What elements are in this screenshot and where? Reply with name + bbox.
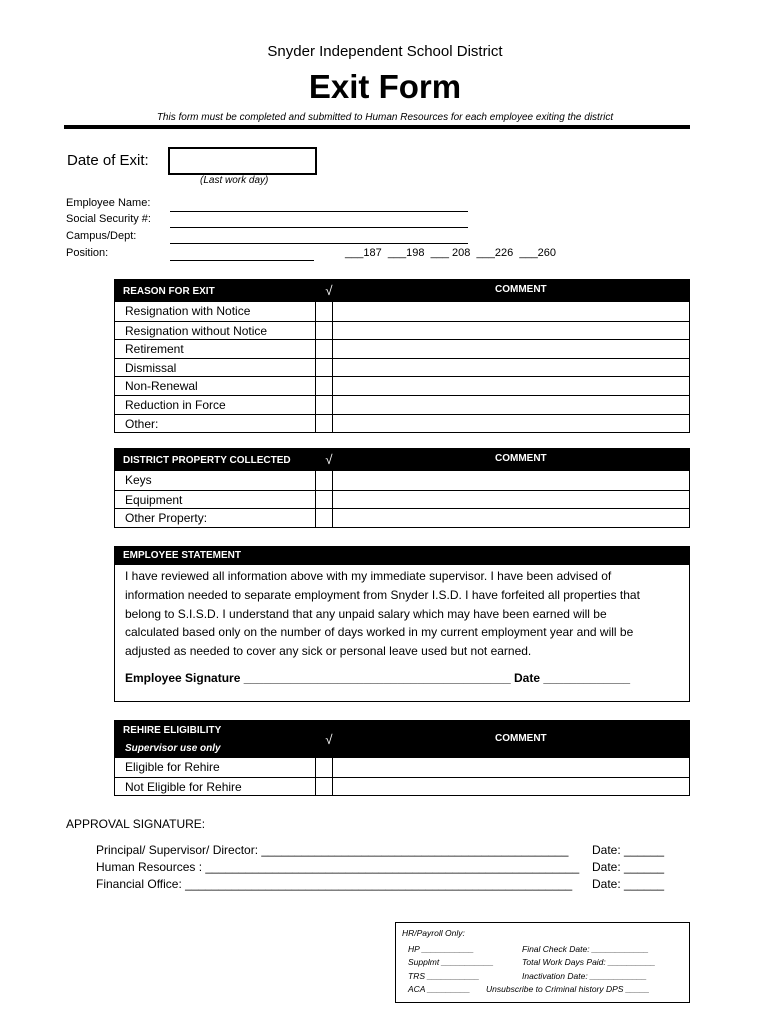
check-header-icon: √ <box>325 452 333 467</box>
rehire-row <box>115 777 689 796</box>
reason-row <box>115 395 689 414</box>
reason-row-label: Non-Renewal <box>125 379 198 394</box>
property-row-label: Equipment <box>125 492 183 507</box>
reason-check-cell[interactable] <box>315 302 333 321</box>
rehire-comment-header: COMMENT <box>495 733 547 744</box>
reason-row-label: Reduction in Force <box>125 397 226 412</box>
hp-field[interactable]: HP ___________ <box>408 944 474 954</box>
reason-row <box>115 414 689 433</box>
campus-dept-label: Campus/Dept: <box>66 230 137 242</box>
rehire-check-cell[interactable] <box>315 778 333 796</box>
reason-row <box>115 358 689 377</box>
ssn-field[interactable] <box>170 227 468 228</box>
statement-line: belong to S.I.S.D. I understand that any unpaid salary which may have been earned will be <box>125 606 607 621</box>
property-row <box>115 490 689 509</box>
property-table-header <box>115 449 689 471</box>
reason-comment-cell[interactable] <box>332 415 689 433</box>
property-comment-header: COMMENT <box>495 453 547 464</box>
reason-row-label: Resignation with Notice <box>125 304 251 318</box>
total-work-days-field[interactable]: Total Work Days Paid: __________ <box>522 957 656 967</box>
header-divider <box>64 125 690 129</box>
employee-statement-box <box>114 546 690 702</box>
approval-signature-title: APPROVAL SIGNATURE: <box>66 817 206 831</box>
property-check-cell[interactable] <box>315 491 333 509</box>
hr-payroll-box <box>395 922 690 1003</box>
rehire-row <box>115 758 689 777</box>
employee-signature-line[interactable]: Employee Signature ________________________________________ Date _____________ <box>125 671 631 685</box>
position-codes: ___187 ___198 ___ 208 ___226 ___260 <box>345 247 557 259</box>
statement-header-label: EMPLOYEE STATEMENT <box>123 550 241 561</box>
reason-check-cell[interactable] <box>315 340 333 358</box>
statement-line: information needed to separate employment from Snyder I.S.D. I have forfeited all properties that <box>125 587 640 602</box>
reason-row <box>115 302 689 321</box>
reason-check-cell[interactable] <box>315 359 333 377</box>
property-row <box>115 471 689 490</box>
reason-comment-cell[interactable] <box>332 359 689 377</box>
reason-row <box>115 376 689 395</box>
aca-field[interactable]: ACA _________ <box>408 984 471 994</box>
check-header-icon: √ <box>325 283 333 298</box>
financial-date[interactable]: Date: ______ <box>592 877 665 891</box>
last-work-day-hint: (Last work day) <box>200 175 269 186</box>
reason-row-label: Other: <box>125 416 159 431</box>
property-comment-cell[interactable] <box>332 491 689 509</box>
district-name: Snyder Independent School District <box>267 43 503 60</box>
reason-comment-cell[interactable] <box>332 322 689 340</box>
check-header-icon: √ <box>325 732 333 747</box>
reason-row-label: Retirement <box>125 342 184 357</box>
campus-dept-field[interactable] <box>170 243 468 244</box>
reason-check-cell[interactable] <box>315 396 333 414</box>
hr-signature-line[interactable]: Human Resources : ________________________________________________________ <box>96 860 580 874</box>
property-header-label: DISTRICT PROPERTY COLLECTED <box>123 455 291 466</box>
reason-comment-cell[interactable] <box>332 396 689 414</box>
date-of-exit-field[interactable] <box>168 147 317 175</box>
rehire-row-label: Not Eligible for Rehire <box>125 779 242 794</box>
property-comment-cell[interactable] <box>332 471 689 490</box>
date-of-exit-label: Date of Exit: <box>67 152 149 169</box>
reason-header-label: REASON FOR EXIT <box>123 286 215 297</box>
trs-field[interactable]: TRS ___________ <box>408 971 480 981</box>
supplmt-field[interactable]: Supplmt ___________ <box>408 957 494 967</box>
employee-name-label: Employee Name: <box>66 197 151 209</box>
final-check-date-field[interactable]: Final Check Date: ____________ <box>522 944 649 954</box>
ssn-label: Social Security #: <box>66 213 151 225</box>
position-field[interactable] <box>170 260 314 261</box>
rehire-table-header <box>115 721 689 758</box>
district-property-table <box>114 448 690 528</box>
reason-comment-header: COMMENT <box>495 284 547 295</box>
rehire-check-cell[interactable] <box>315 758 333 777</box>
statement-text <box>115 565 689 661</box>
property-row-label: Keys <box>125 473 152 487</box>
employee-name-field[interactable] <box>170 211 468 212</box>
inactivation-date-field[interactable]: Inactivation Date: ____________ <box>522 971 647 981</box>
unsubscribe-dps-field[interactable]: Unsubscribe to Criminal history DPS _____ <box>486 984 650 994</box>
property-row-label: Other Property: <box>125 511 208 526</box>
rehire-comment-cell[interactable] <box>332 758 689 777</box>
reason-row <box>115 339 689 358</box>
form-subtitle: This form must be completed and submitted to Human Resources for each employee exiting the district <box>156 112 614 123</box>
property-check-cell[interactable] <box>315 471 333 490</box>
rehire-comment-cell[interactable] <box>332 778 689 796</box>
property-row <box>115 508 689 527</box>
principal-signature-line[interactable]: Principal/ Supervisor/ Director: ______________________________________________ <box>96 843 569 857</box>
reason-for-exit-table <box>114 279 690 433</box>
reason-row <box>115 321 689 340</box>
statement-line: I have reviewed all information above with my immediate supervisor. I have been advised of <box>125 569 612 583</box>
position-label: Position: <box>66 247 109 259</box>
form-title: Exit Form <box>308 68 462 105</box>
reason-row-label: Dismissal <box>125 360 177 375</box>
reason-comment-cell[interactable] <box>332 340 689 358</box>
statement-line: calculated based only on the number of days worked in my current employment year and will be <box>125 625 634 640</box>
statement-line: adjusted as needed to cover any sick or personal leave used but not earned. <box>125 644 532 659</box>
hr-payroll-title: HR/Payroll Only: <box>402 928 465 938</box>
rehire-eligibility-table <box>114 720 690 796</box>
hr-date[interactable]: Date: ______ <box>592 860 665 874</box>
statement-header <box>115 547 689 565</box>
financial-signature-line[interactable]: Financial Office: __________________________________________________________ <box>96 877 573 891</box>
property-comment-cell[interactable] <box>332 509 689 527</box>
reason-comment-cell[interactable] <box>332 377 689 395</box>
reason-check-cell[interactable] <box>315 377 333 395</box>
rehire-header-label: REHIRE ELIGIBILITY <box>123 725 222 736</box>
reason-check-cell[interactable] <box>315 415 333 433</box>
reason-comment-cell[interactable] <box>332 302 689 321</box>
property-check-cell[interactable] <box>315 509 333 527</box>
reason-check-cell[interactable] <box>315 322 333 340</box>
reason-table-header <box>115 280 689 302</box>
reason-row-label: Resignation without Notice <box>125 323 268 338</box>
rehire-row-label: Eligible for Rehire <box>125 760 220 774</box>
supervisor-use-only-label: Supervisor use only <box>125 743 221 754</box>
principal-date[interactable]: Date: ______ <box>592 843 665 857</box>
